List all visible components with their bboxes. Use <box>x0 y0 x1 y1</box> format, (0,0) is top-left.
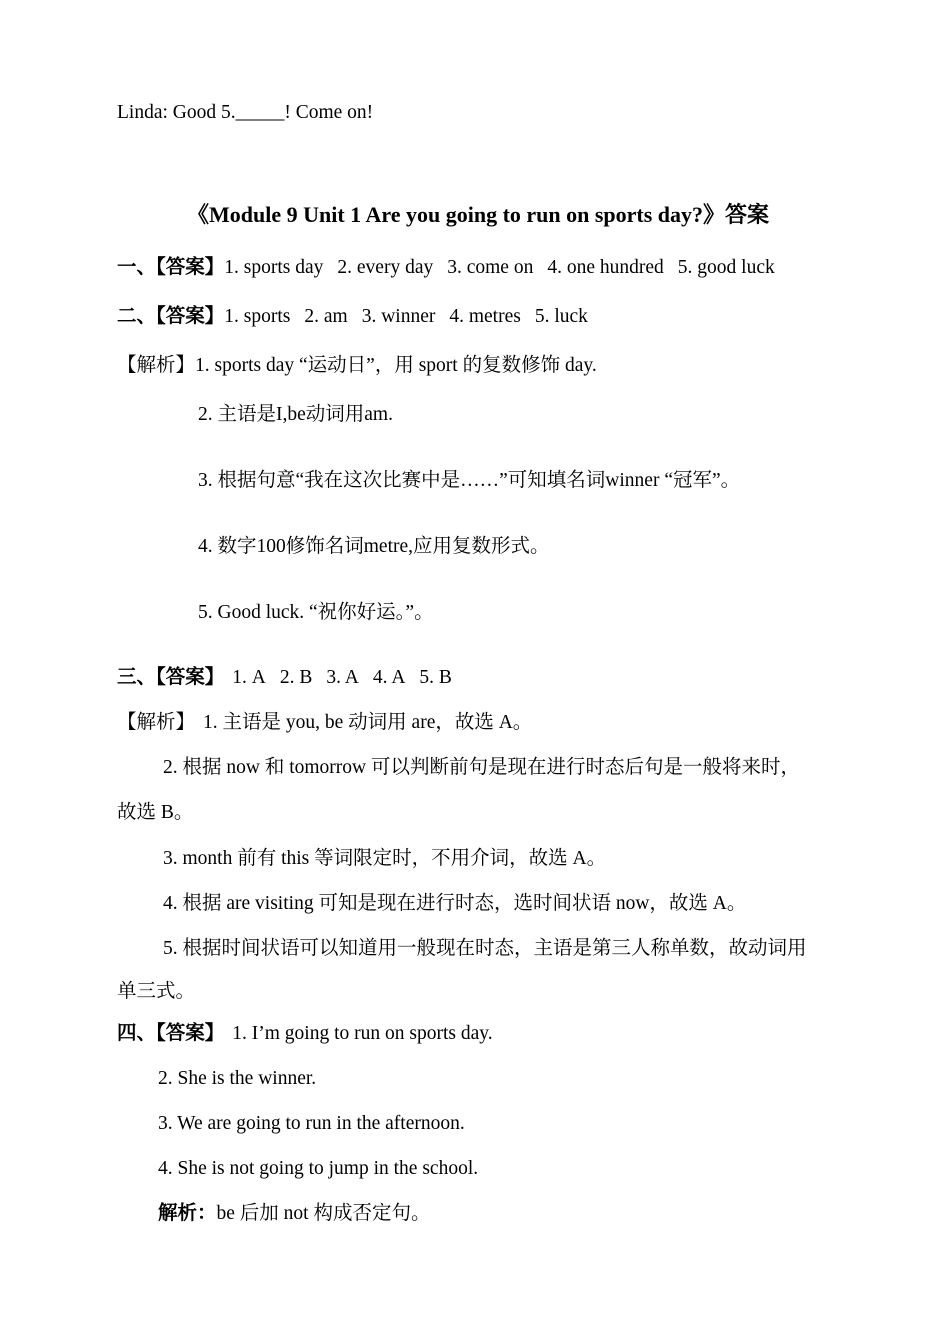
answer-item: 2. every day <box>337 257 434 278</box>
answer-item: 2. She is the winner. <box>158 1068 317 1089</box>
analysis-note: 4. 数字100修饰名词metre,应用复数形式。 <box>198 536 550 557</box>
analysis-note: 4. 根据 are visiting 可知是现在进行时态，选时间状语 now，故选 A。 <box>163 893 747 914</box>
page-title: 《Module 9 Unit 1 Are you going to run on sports day?》答案 <box>187 202 770 227</box>
answer-item: 3. A <box>326 667 359 688</box>
analysis-label: 解析： <box>158 1203 217 1224</box>
section1-answers <box>117 255 775 281</box>
analysis-note: 单三式。 <box>117 981 196 1002</box>
answer-item: 4. one hundred <box>547 257 664 278</box>
section2-analysis <box>117 353 597 379</box>
answer-item: 5. B <box>419 667 452 688</box>
analysis-note: 2. 根据 now 和 tomorrow 可以判断前句是现在进行时态后句是一般将来时， <box>163 757 800 778</box>
section3-answers <box>117 665 452 691</box>
answer-item: 5. luck <box>534 306 588 327</box>
analysis-note: 3. month 前有 this 等词限定时，不用介词，故选 A。 <box>163 848 607 869</box>
answer-item: 1. I’m going to run on sports day. <box>232 1023 493 1044</box>
answer-item: 1. sports <box>224 306 291 327</box>
analysis-note: be 后加 not 构成否定句。 <box>216 1203 431 1224</box>
analysis-note: 1. 主语是 you, be 动词用 are，故选 A。 <box>203 712 533 733</box>
dialogue-line: Linda: Good 5._____! Come on! <box>117 102 374 123</box>
section3-label: 三、【答案】 <box>117 667 225 688</box>
analysis-label: 【解析】 <box>117 355 196 376</box>
answer-item: 1. sports day <box>224 257 324 278</box>
section4-analysis <box>158 1201 430 1227</box>
section1-label: 一、【答案】 <box>117 257 225 278</box>
analysis-label: 【解析】 <box>117 712 196 733</box>
analysis-note: 5. Good luck. “祝你好运。”。 <box>198 602 434 623</box>
answer-item: 4. A <box>372 667 406 688</box>
answer-item: 2. B <box>279 667 313 688</box>
answer-item: 4. She is not going to jump in the school. <box>158 1158 479 1179</box>
answer-item: 2. am <box>304 306 348 327</box>
answer-item: 4. metres <box>449 306 521 327</box>
answer-item: 3. come on <box>447 257 534 278</box>
section4-label: 四、【答案】 <box>117 1023 225 1044</box>
analysis-note: 3. 根据句意“我在这次比赛中是……”可知填名词winner “冠军”。 <box>198 470 741 491</box>
answer-item: 1. A <box>232 667 266 688</box>
analysis-note: 1. sports day “运动日”，用 sport 的复数修饰 day. <box>195 355 597 376</box>
answer-item: 3. winner <box>361 306 436 327</box>
section2-answers <box>117 304 588 330</box>
analysis-note: 5. 根据时间状语可以知道用一般现在时态，主语是第三人称单数，故动词用 <box>163 938 807 959</box>
answer-item: 5. good luck <box>677 257 775 278</box>
analysis-note: 故选 B。 <box>117 802 194 823</box>
section3-analysis <box>117 710 532 736</box>
section2-label: 二、【答案】 <box>117 306 225 327</box>
section4-answers <box>117 1021 493 1047</box>
answer-item: 3. We are going to run in the afternoon. <box>158 1113 465 1134</box>
analysis-note: 2. 主语是I,be动词用am. <box>198 404 393 425</box>
